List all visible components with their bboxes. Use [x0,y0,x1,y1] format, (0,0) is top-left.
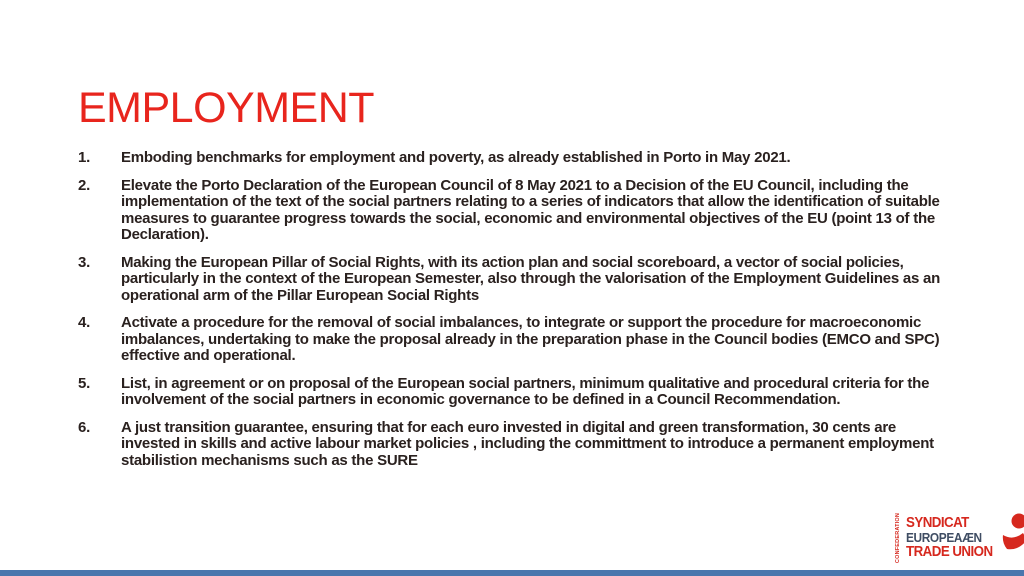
logo-european-label: EUROPEAÆN [906,530,982,545]
footer-accent-bar [0,570,1024,576]
list-item-text: List, in agreement or on proposal of the European social partners, minimum qualitative and procedural criteria for the involvement of the social partners in economic governance to be defined in a Council Recommendation. [121,374,930,408]
list-item [78,178,946,244]
list-item [78,255,946,305]
logo-syndicat-label: SYNDICAT [906,515,969,532]
list-item-text: Activate a procedure for the removal of social imbalances, to integrate or support the procedure for macroeconomic imbalances, undertaking to make the proposal already in the preparation phase in the Council bodies (EMCO and SPC) effective and operational. [121,314,940,364]
etuc-logo [894,508,1012,568]
list-item-number: 3. [78,253,91,271]
slide-title: EMPLOYMENT [78,83,375,132]
list-item-number: 2. [78,176,91,194]
list-item-number: 1. [78,149,91,166]
list-item-text: Emboding benchmarks for employment and poverty, as already established in Porto in May 2021. [121,149,791,166]
list-item [78,315,946,365]
logo-text-block [906,516,1000,560]
list-item-text: Elevate the Porto Declaration of the European Council of 8 May 2021 to a Decision of the EU Council, including the implementation of the text of the social partners relating to a series of indicators that allow the identification of suitable measures to guarantee progress towards the social, economic and environmental objectives of the EU (point 13 of the Declaration). [121,176,940,243]
list-item-text: A just transition guarantee, ensuring that for each euro invested in digital and green transformation, 30 cents are invested in skills and active labour market policies , including the committment to introduce a permanent employment stabilistion mechanisms such as the SURE [121,418,934,469]
list-item-number: 5. [78,374,91,392]
list-item-number: 4. [78,314,91,331]
list-item [78,420,946,470]
logo-trade-union-label: TRADE UNION [906,544,993,561]
list-item [78,376,946,409]
list-item-text: Making the European Pillar of Social Rights, with its action plan and social scoreboard, a vector of social policies, particularly in the context of the European Semester, also through the valorisation of the Employment Guidelines as an operational arm of the Pillar European Social Rights [121,253,941,304]
numbered-list [78,150,946,480]
etuc-figure-icon [1002,513,1024,564]
logo-vertical-text: CONFEDERATION [895,512,901,564]
list-item [78,150,946,167]
list-item-number: 6. [78,418,91,436]
